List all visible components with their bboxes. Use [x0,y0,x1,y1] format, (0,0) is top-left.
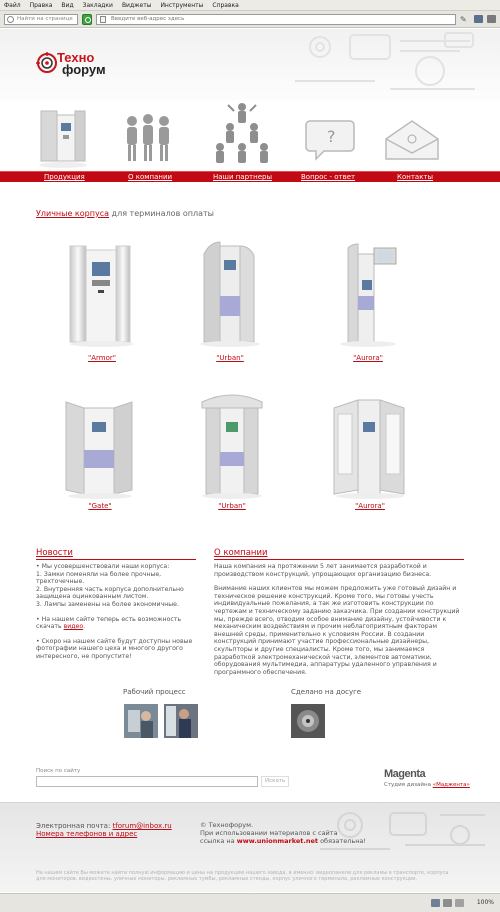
product-caption[interactable]: "Aurora" [353,354,383,362]
news-item-2-text: • На нашем сайте теперь есть возможность скачать [36,615,182,631]
about-paragraph-1: Наша компания на протяжении 5 лет занимается разработкой и производством конструкций, упрощающих организацию бизнеса. [214,563,432,578]
product-caption[interactable]: "Gate" [88,502,112,510]
studio-credit [384,782,470,788]
svg-text:?: ? [327,127,336,146]
address-placeholder: Введите веб-адрес здесь [111,16,185,22]
decorative-pattern [290,31,480,95]
site-search-button[interactable]: Искать [261,776,289,787]
photo-thumbnail [291,704,325,738]
email-label: Электронная почта: [36,822,113,830]
urban-kiosk-image [190,240,270,350]
browser-menubar [0,0,500,11]
news-item-2 [36,616,196,631]
mail-envelope-icon[interactable] [382,101,442,171]
product-caption[interactable]: "Armor" [88,354,116,362]
copyright-line-1: © Технофорум. [200,821,254,829]
nav-partners[interactable]: Наши партнеры [213,173,272,181]
gate-kiosk-image [60,392,140,502]
leisure-photo[interactable] [291,704,325,738]
news-item-3: • Скоро на нашем сайте будут доступны новые фотографии нашего цеха и многого другого интересного, не пропустите! [36,637,193,660]
site-search-input[interactable] [36,776,258,787]
news-item-1: • Мы усовершенствовали наши корпуса: 1. Замки поменяли на более прочные, трехточечные. 2. Внутренняя часть корпуса дополнительно защищена оцинкованным листом. 3. Лампы заменены на более экономичные. [36,563,184,608]
product-caption[interactable]: "Urban" [216,354,244,362]
copyright-line-2: При использовании материалов с сайта [200,828,338,837]
products-heading-rest: для терминалов оплаты [109,209,214,218]
team-icon[interactable] [118,101,178,171]
copyright-line-3b: обязательна! [318,836,367,845]
main-nav [0,171,500,182]
work-process-label: Рабочий процесс [123,688,186,696]
armor-kiosk-image [62,240,142,350]
news-title[interactable]: Новости [36,548,73,558]
news-body [36,563,196,668]
about-divider [214,559,464,560]
phones-address-link[interactable]: Номера телефонов и адрес [36,830,138,838]
browser-toolbar [0,11,500,28]
page-icon [100,16,106,23]
status-panel-icon[interactable] [431,899,440,907]
site-header [0,29,500,101]
footer-email [36,822,172,830]
copyright-line-3 [200,838,400,846]
work-photo-1[interactable] [124,704,158,738]
menu-view[interactable]: Вид [61,1,74,9]
studio-credit-text: Студия дизайна [384,782,433,788]
address-bar[interactable] [96,14,456,25]
news-divider [36,559,196,560]
nav-faq[interactable]: Вопрос - ответ [301,173,356,181]
footer-seo-text: На нашем сайте Вы можете найти полную информацию и цены на продукцию нашего завода, в именно: видеопанели для рекламы в транспорте, корпуса для мониторов, видеостены, уличные мониторы, рекламные тумбы, рекламные стенды, корпус уличного терминала, рекламные конструкции. [36,870,449,883]
logo-icon [36,52,58,74]
about-title[interactable]: О компании [214,548,268,558]
about-paragraph-2: Внимание наших клиентов мы можем предложить уже готовый дизайн и техническое решение конструкций. Кроме того, мы готовы учесть индивидуальные пожелания, а так же изготовить конструкции по чертежам и техническому заданию заказчика. При создании конструкций мы, прежде всего, отводим особое внимание дизайну, устойчивости к механическим воздействиям и прочим неблагоприятным факторам внешней среды, применительно к условиям России. В создании конструкций принимают участие профессиональные дизайнеры, скульпторы и другие специалисты. Кроме того, мы занимаемся разработкой электромеханической части, элементов автоматики, оборудования мультимедиа, аппаратуры удаленного управления и программного обеспечения. [214,585,460,676]
menu-bookmarks[interactable]: Закладки [82,1,113,9]
product-armor[interactable] [62,240,142,370]
menu-file[interactable]: Файл [4,1,21,9]
menu-tools[interactable]: Инструменты [160,1,204,9]
product-gate[interactable] [60,392,140,522]
nav-contacts[interactable]: Контакты [397,173,434,181]
product-caption[interactable]: "Aurora" [355,502,385,510]
street-cases-link[interactable]: Уличные корпуса [36,209,109,218]
logo-line-1: Техно [57,50,95,65]
site-logo[interactable] [36,50,116,86]
video-link[interactable]: видео [63,623,84,631]
menu-help[interactable]: Справка [212,1,239,9]
search-icon [7,16,14,23]
news-item-2-end: . [83,623,86,631]
status-view-icon[interactable] [443,899,452,907]
product-caption[interactable]: "Urban" [218,502,246,510]
about-body [214,563,464,683]
tools-icon[interactable] [487,15,496,23]
panel-icon[interactable] [474,15,483,23]
logo-line-2: форум [62,62,106,77]
product-aurora[interactable] [328,240,408,370]
site-footer [0,802,500,892]
find-in-page-input[interactable] [4,14,78,25]
footer-copyright [200,822,400,845]
menu-widgets[interactable]: Виджеты [121,1,152,9]
photo-thumbnail [164,704,198,738]
aurora-kiosk-image [328,240,408,350]
nav-products[interactable]: Продукция [44,173,85,181]
photo-thumbnail [124,704,158,738]
zoom-level[interactable]: 100% [476,899,494,906]
logo-text [57,52,106,76]
product-urban-2[interactable] [192,392,272,522]
studio-logo[interactable]: Magenta [384,768,426,780]
copyright-line-3a: ссылка на [200,836,237,845]
question-bubble-icon[interactable] [302,101,362,171]
product-urban[interactable] [190,240,270,370]
browser-statusbar [0,893,500,912]
leisure-label: Сделано на досуге [291,688,362,696]
work-photo-2[interactable] [164,704,198,738]
find-placeholder: Найти на странице [17,16,73,22]
aurora-kiosk-image-2 [330,392,410,502]
refresh-button[interactable] [82,14,92,25]
unionmarket-link[interactable]: www.unionmarket.net [236,836,319,845]
nav-about[interactable]: О компании [128,173,173,181]
menu-edit[interactable]: Правка [29,1,53,9]
email-link[interactable]: tforum@inbox.ru [112,822,172,830]
product-aurora-2[interactable] [330,392,410,522]
nav-illustrations [0,101,500,171]
products-heading [36,209,214,218]
status-settings-icon[interactable] [455,899,464,907]
site-search-label: Поиск по сайту [36,768,81,774]
edit-icon[interactable]: ✎ [460,15,467,24]
partners-pyramid-icon[interactable] [212,101,272,171]
kiosk-icon[interactable] [33,101,93,171]
urban-kiosk-image-2 [192,392,272,502]
studio-link[interactable]: «Маджента» [432,782,470,788]
